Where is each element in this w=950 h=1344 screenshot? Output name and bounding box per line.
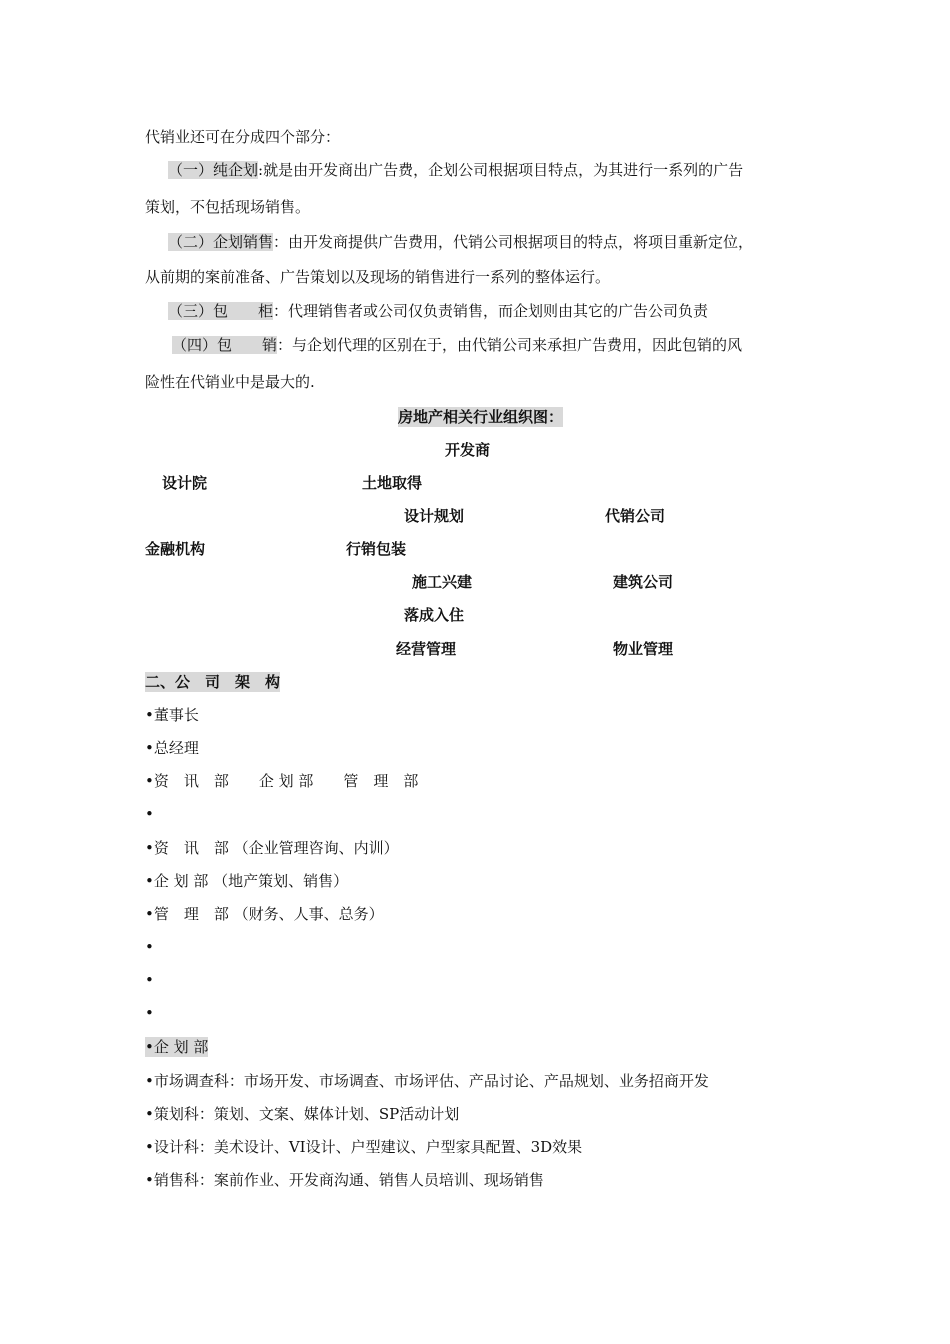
list-item: •资 讯 部 企 划 部 管 理 部 bbox=[145, 772, 419, 790]
item-2-text: ：由开发商提供广告费用，代销公司根据项目的特点，将项目重新定位， bbox=[273, 233, 754, 251]
list-item: • bbox=[145, 1004, 154, 1022]
org-node: 开发商 bbox=[445, 441, 491, 459]
org-node: 落成入住 bbox=[404, 606, 465, 624]
intro-line: 代销业还可在分成四个部分： bbox=[145, 128, 341, 146]
org-node: 设计院 bbox=[162, 474, 208, 492]
item-3-line-1 bbox=[168, 301, 708, 321]
list-item: • bbox=[145, 938, 154, 956]
list-item: •销售科：案前作业、开发商沟通、销售人员培训、现场销售 bbox=[145, 1171, 544, 1189]
org-node: 设计规划 bbox=[404, 507, 465, 525]
org-node: 物业管理 bbox=[613, 640, 674, 658]
list-item: •设计科：美术设计、VI设计、户型建议、户型家具配置、3D效果 bbox=[145, 1138, 583, 1156]
org-node: 施工兴建 bbox=[412, 573, 473, 591]
list-item: •总经理 bbox=[145, 739, 199, 757]
list-item: •企 划 部 （地产策划、销售） bbox=[145, 872, 349, 890]
list-item: •市场调查科：市场开发、市场调查、市场评估、产品讨论、产品规划、业务招商开发 bbox=[145, 1072, 709, 1090]
org-node: 土地取得 bbox=[362, 474, 423, 492]
item-3-label: （三）包 柜 bbox=[168, 302, 274, 320]
item-1-line-2: 策划，不包括现场销售。 bbox=[145, 198, 311, 216]
org-node: 行销包装 bbox=[346, 540, 407, 558]
item-4-line-2: 险性在代销业中是最大的. bbox=[145, 373, 315, 391]
org-node: 建筑公司 bbox=[613, 573, 674, 591]
item-2-line-2: 从前期的案前准备、广告策划以及现场的销售进行一系列的整体运行。 bbox=[145, 268, 611, 286]
planning-dept-heading: •企 划 部 bbox=[145, 1038, 209, 1056]
item-4-text: ：与企划代理的区别在于，由代销公司来承担广告费用，因此包销的风 bbox=[277, 336, 743, 354]
item-2-line-1 bbox=[168, 232, 753, 252]
item-2-label: （二）企划销售 bbox=[168, 233, 274, 251]
list-item: •管 理 部 （财务、人事、总务） bbox=[145, 905, 384, 923]
org-chart-title: 房地产相关行业组织图： bbox=[398, 408, 564, 426]
item-1-text: :就是由开发商出广告费，企划公司根据项目特点，为其进行一系列的广告 bbox=[258, 161, 744, 179]
item-1-line-1 bbox=[168, 160, 743, 180]
item-1-label: （一）纯企划 bbox=[168, 161, 259, 179]
item-4-label: （四）包 销 bbox=[172, 336, 278, 354]
list-item: • bbox=[145, 971, 154, 989]
item-4-line-1 bbox=[172, 335, 742, 355]
org-node: 代销公司 bbox=[605, 507, 666, 525]
org-node: 经营管理 bbox=[396, 640, 457, 658]
org-node: 金融机构 bbox=[145, 540, 206, 558]
item-3-text: ：代理销售者或公司仅负责销售，而企划则由其它的广告公司负责 bbox=[273, 302, 709, 320]
list-item: • bbox=[145, 805, 154, 823]
list-item: •策划科：策划、文案、媒体计划、SP活动计划 bbox=[145, 1105, 460, 1123]
list-item: •董事长 bbox=[145, 706, 199, 724]
list-item: •资 讯 部 （企业管理咨询、内训） bbox=[145, 839, 399, 857]
section-heading: 二、公 司 架 构 bbox=[145, 673, 281, 691]
